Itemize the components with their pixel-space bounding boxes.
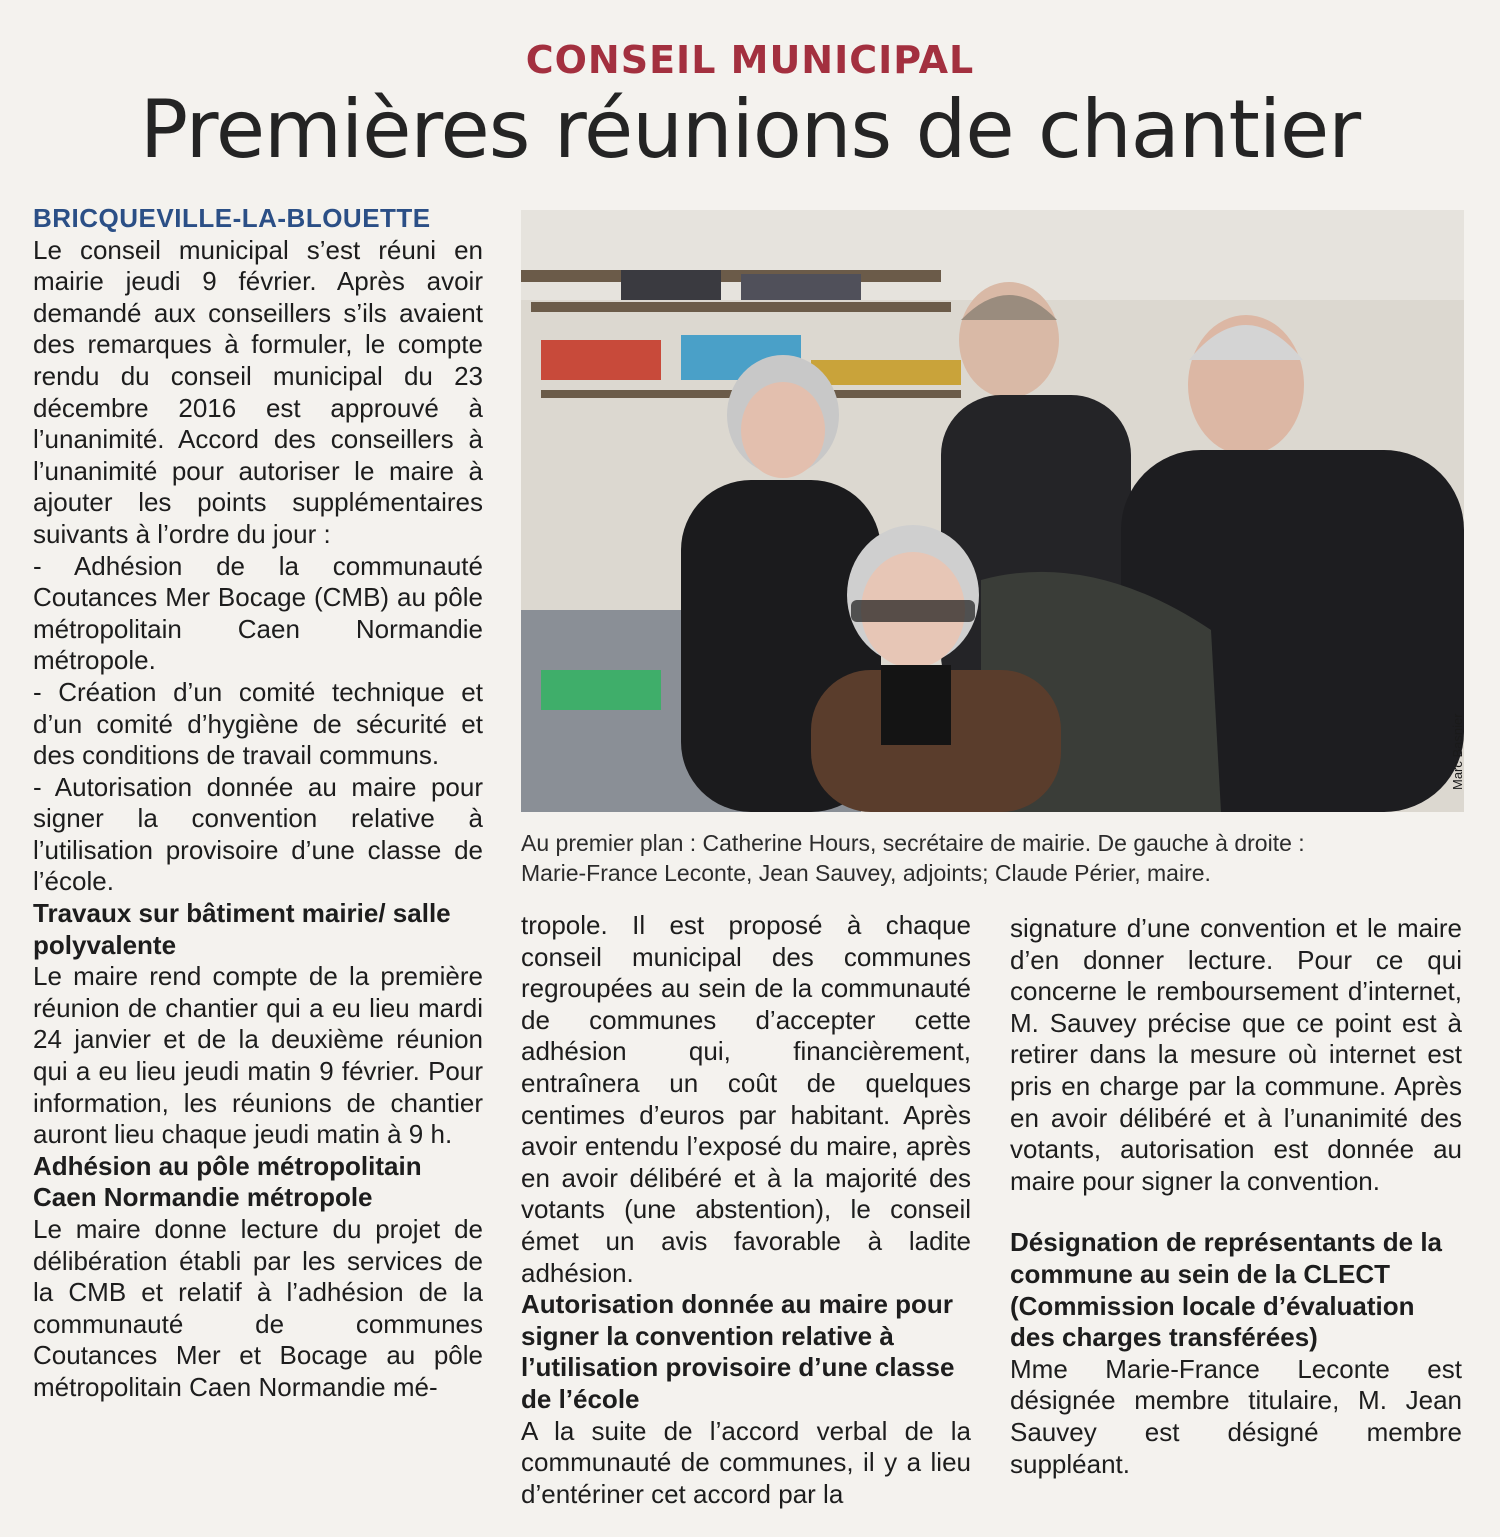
caption-line-2: Marie-France Leconte, Jean Sauvey, adjoints; Claude Périer, maire. [521, 860, 1211, 886]
subheading-clect: Désignation de représentants de la commune au sein de la CLECT (Commission locale d’évaluation des charges transférées) [1010, 1227, 1443, 1353]
caption-line-1: Au premier plan : Catherine Hours, secrétaire de mairie. De gauche à droite : [521, 830, 1305, 856]
autorisation-paragraph-start: A la suite de l’accord verbal de la communauté de communes, il y a lieu d’entériner cet accord par la [521, 1415, 971, 1509]
section-kicker: CONSEIL MUNICIPAL [525, 38, 975, 82]
clect-paragraph: Mme Marie-France Leconte est désignée membre titulaire, M. Jean Sauvey est désigné membre suppléant. [1010, 1353, 1462, 1479]
photo-illustration [521, 210, 1464, 812]
article-column-3 [1010, 913, 1462, 1480]
autorisation-paragraph-end: signature d’une convention et le maire d’en donner lecture. Pour ce qui concerne le remboursement d’internet, M. Sauvey précise que ce point est à retirer dans la mesure où internet est pris en charge par la commune. Après en avoir délibéré et à l’unanimité des votants, autorisation est donnée au maire pour signer la convention. [1010, 913, 1462, 1196]
article-column-1 [33, 203, 483, 1404]
agenda-item-3: - Autorisation donnée au maire pour signer la convention relative à l’utilisation provisoire d’une classe de l’école. [33, 771, 483, 897]
agenda-item-2: - Création d’un comité technique et d’un comité d’hygiène de sécurité et des conditions de travail communs. [33, 676, 483, 771]
adhesion-paragraph-end: tropole. Il est proposé à chaque conseil municipal des communes regroupées au sein de la communauté de communes d’accepter cette adhésion qui, financièrement, entraînera un coût de quelques centimes d’euros par habitant. Après avoir entendu l’exposé du maire, après en avoir délibéré et à la majorité des votants (une abstention), le conseil émet un avis favorable à ladite adhésion. [521, 910, 971, 1288]
subheading-travaux: Travaux sur bâtiment mairie/ salle polyvalente [33, 898, 451, 960]
subheading-adhesion: Adhésion au pôle métropolitain Caen Normandie métropole [33, 1150, 422, 1213]
intro-paragraph: Le conseil municipal s’est réuni en mairie jeudi 9 février. Après avoir demandé aux conseillers s’ils avaient des remarques à formuler, le compte rendu du conseil municipal du 23 décembre 2016 est approuvé à l’unanimité. Accord des conseillers à l’unanimité pour autoriser le maire à ajouter les points supplémentaires suivants à l’ordre du jour : [33, 234, 483, 549]
article-photo [521, 210, 1464, 812]
article-column-2 [521, 910, 971, 1510]
adhesion-paragraph-start: Le maire donne lecture du projet de délibération établi par les services de la CMB et relatif à l’adhésion de la communauté de communes Coutances Mer et Bocage au pôle métropolitain Caen Normandie mé- [33, 1214, 483, 1402]
dateline: BRICQUEVILLE-LA-BLOUETTE [33, 203, 431, 233]
article-headline: Premières réunions de chantier [139, 83, 1361, 176]
subheading-autorisation: Autorisation donnée au maire pour signer la convention relative à l’utilisation provisoire d’une classe de l’école [521, 1289, 955, 1414]
travaux-paragraph: Le maire rend compte de la première réunion de chantier qui a eu lieu mardi 24 janvier et de la deuxième réunion qui a eu lieu jeudi matin 9 février. Pour information, les réunions de chantier auront lieu chaque jeudi matin à 9 h. [33, 961, 483, 1150]
photo-caption [521, 828, 1464, 888]
photo-credit: Marc Basnier [1450, 713, 1465, 790]
agenda-item-1: - Adhésion de la communauté Coutances Mer Bocage (CMB) au pôle métropolitain Caen Normandie métropole. [33, 550, 483, 676]
